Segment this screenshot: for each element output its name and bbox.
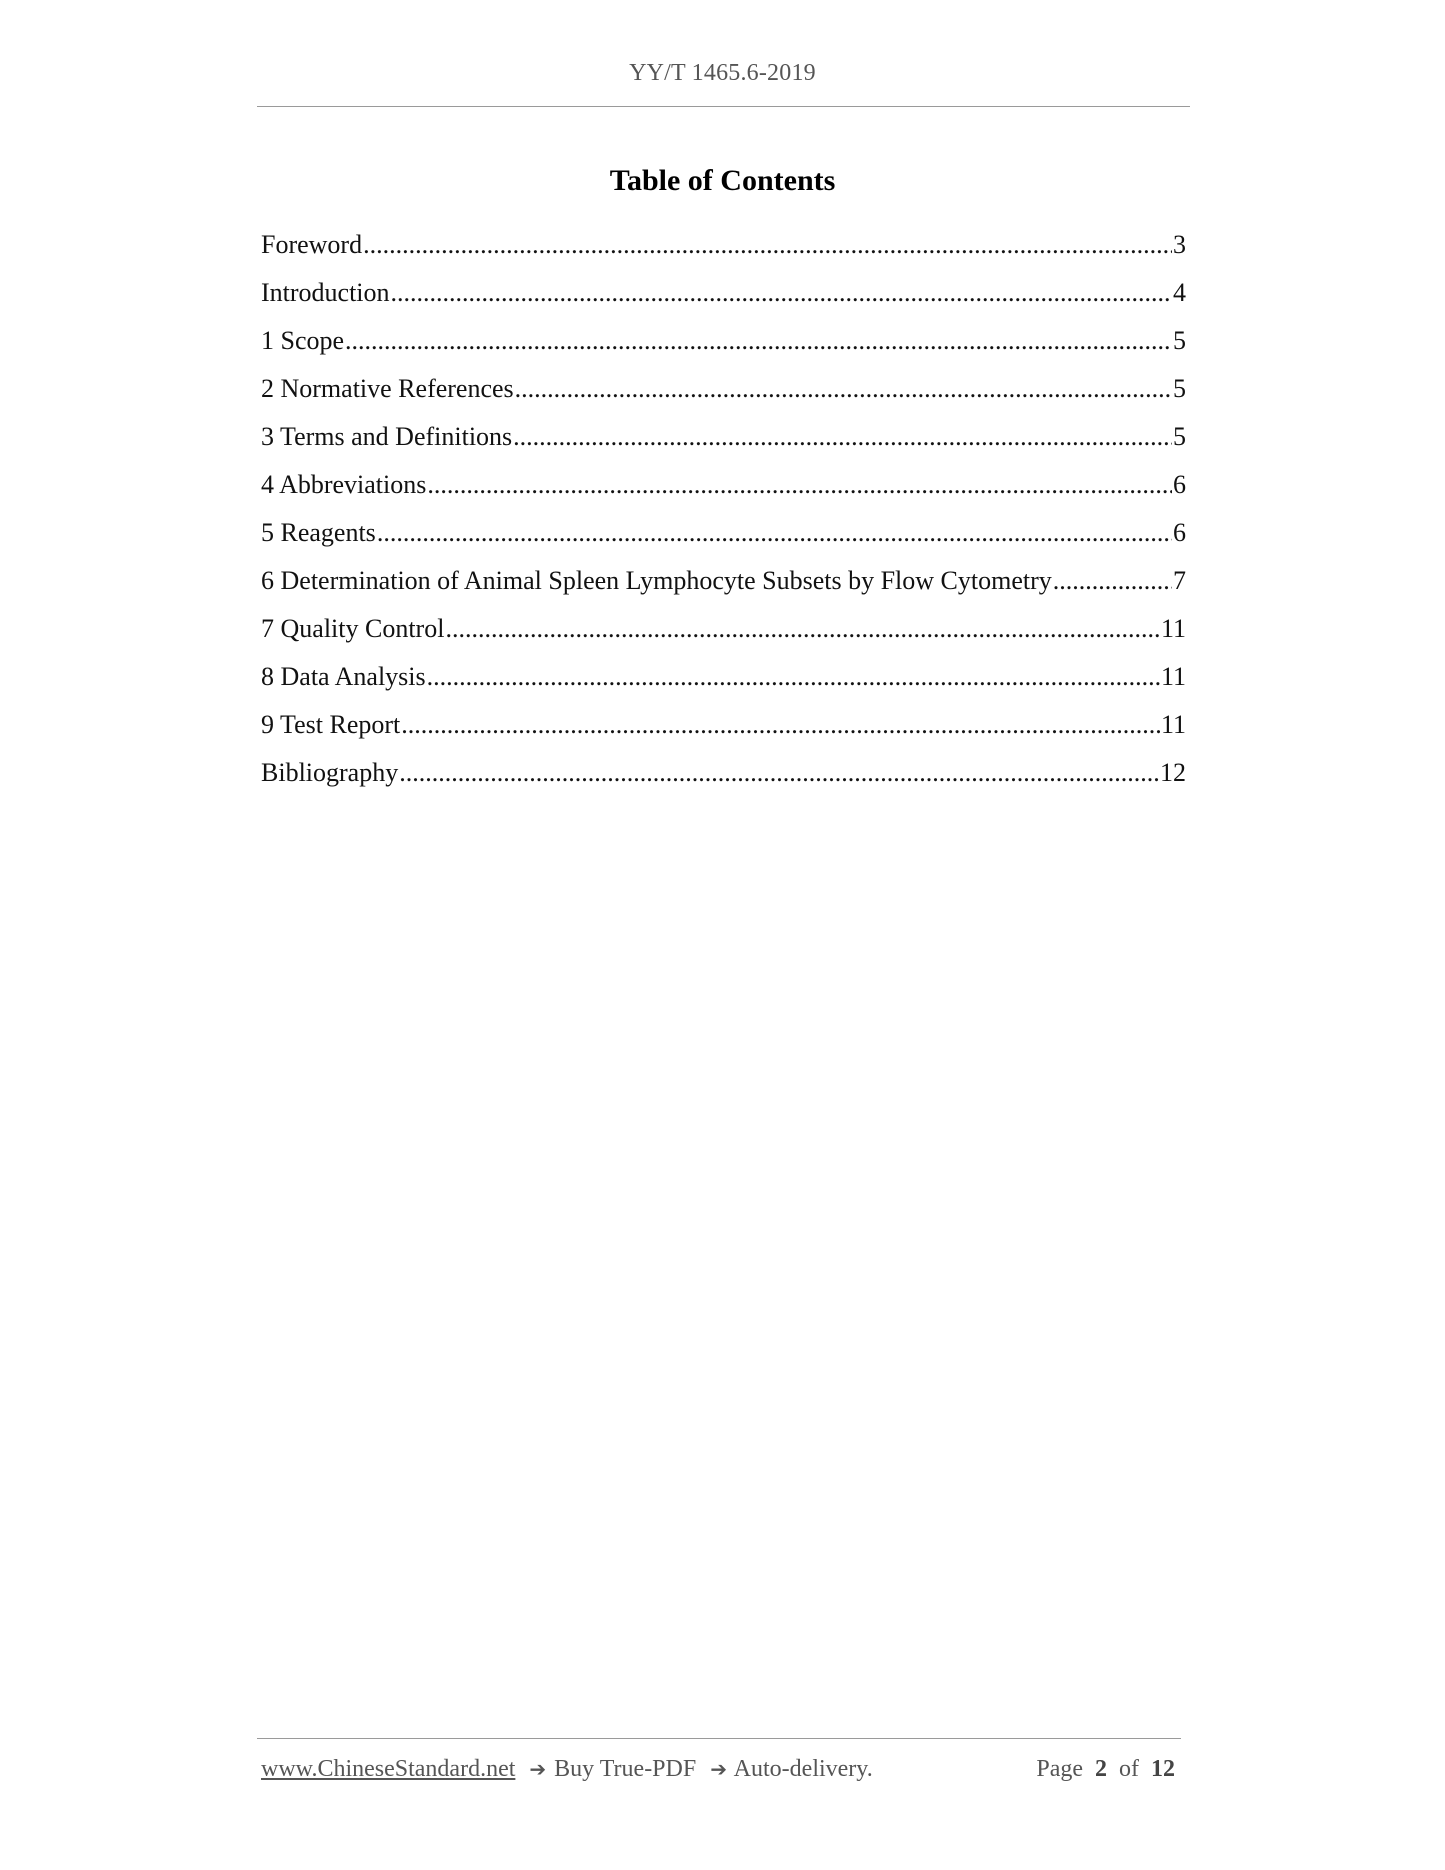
toc-entry-label: 9 Test Report bbox=[261, 710, 401, 739]
toc-leader-dots bbox=[515, 374, 1172, 404]
toc-entry[interactable] bbox=[261, 710, 1186, 758]
toc-entry-label: 6 Determination of Animal Spleen Lymphocyte Subsets by Flow Cytometry bbox=[261, 566, 1052, 595]
toc-entry-label: 8 Data Analysis bbox=[261, 662, 426, 691]
buy-step-text: Buy True-PDF bbox=[554, 1756, 697, 1782]
toc-entry[interactable] bbox=[261, 278, 1186, 326]
toc-entry-label: 2 Normative References bbox=[261, 374, 514, 403]
footer bbox=[261, 1756, 1181, 1783]
toc-entry-label: 7 Quality Control bbox=[261, 614, 445, 643]
right-arrow-icon: ➔ bbox=[710, 1757, 727, 1781]
total-page-count: 12 bbox=[1151, 1756, 1175, 1782]
toc-entry-page: 6 bbox=[1173, 470, 1186, 499]
toc-entry[interactable] bbox=[261, 662, 1186, 710]
page-word: Page bbox=[1036, 1756, 1083, 1782]
toc-entry-label: Foreword bbox=[261, 230, 363, 259]
toc-entry[interactable] bbox=[261, 566, 1186, 614]
toc-entry-label: 3 Terms and Definitions bbox=[261, 422, 513, 451]
toc-entry-page: 5 bbox=[1173, 374, 1186, 403]
toc-entry-label: Introduction bbox=[261, 278, 390, 307]
current-page-number: 2 bbox=[1095, 1756, 1107, 1782]
toc-entry-page: 6 bbox=[1173, 518, 1186, 547]
right-arrow-icon: ➔ bbox=[529, 1757, 547, 1781]
toc-leader-dots bbox=[391, 278, 1172, 308]
toc-list bbox=[261, 230, 1186, 806]
toc-leader-dots bbox=[513, 422, 1172, 452]
footer-divider bbox=[257, 1738, 1181, 1739]
toc-entry[interactable] bbox=[261, 518, 1186, 566]
header-divider bbox=[257, 106, 1190, 107]
of-word: of bbox=[1119, 1756, 1139, 1782]
toc-entry-label: 4 Abbreviations bbox=[261, 470, 427, 499]
header-doc-id: YY/T 1465.6-2019 bbox=[629, 60, 816, 86]
toc-entry[interactable] bbox=[261, 230, 1186, 278]
toc-entry-page: 11 bbox=[1160, 614, 1186, 643]
toc-entry-page: 11 bbox=[1160, 710, 1186, 739]
toc-entry[interactable] bbox=[261, 422, 1186, 470]
toc-entry-page: 12 bbox=[1160, 758, 1186, 787]
toc-entry[interactable] bbox=[261, 470, 1186, 518]
toc-leader-dots bbox=[377, 518, 1172, 548]
toc-leader-dots bbox=[363, 230, 1172, 260]
page-indicator bbox=[1036, 1756, 1181, 1783]
toc-entry-label: Bibliography bbox=[261, 758, 399, 787]
toc-entry[interactable] bbox=[261, 374, 1186, 422]
toc-entry-page: 7 bbox=[1173, 566, 1186, 595]
toc-entry-page: 5 bbox=[1173, 326, 1186, 355]
footer-left bbox=[261, 1756, 875, 1783]
toc-entry[interactable] bbox=[261, 758, 1186, 806]
website-link[interactable]: www.ChineseStandard.net bbox=[261, 1756, 516, 1782]
toc-entry-page: 5 bbox=[1173, 422, 1186, 451]
toc-leader-dots bbox=[427, 662, 1160, 692]
toc-entry-label: 1 Scope bbox=[261, 326, 345, 355]
toc-entry[interactable] bbox=[261, 326, 1186, 374]
toc-leader-dots bbox=[399, 758, 1159, 788]
toc-leader-dots bbox=[1053, 566, 1172, 596]
toc-entry-label: 5 Reagents bbox=[261, 518, 376, 547]
toc-entry-page: 3 bbox=[1173, 230, 1186, 259]
toc-leader-dots bbox=[401, 710, 1160, 740]
toc-leader-dots bbox=[345, 326, 1172, 356]
toc-entry[interactable] bbox=[261, 614, 1186, 662]
toc-entry-page: 4 bbox=[1173, 278, 1186, 307]
toc-title: Table of Contents bbox=[609, 164, 836, 197]
delivery-step-text: Auto-delivery. bbox=[733, 1756, 873, 1782]
toc-entry-page: 11 bbox=[1160, 662, 1186, 691]
toc-leader-dots bbox=[445, 614, 1160, 644]
toc-leader-dots bbox=[427, 470, 1172, 500]
